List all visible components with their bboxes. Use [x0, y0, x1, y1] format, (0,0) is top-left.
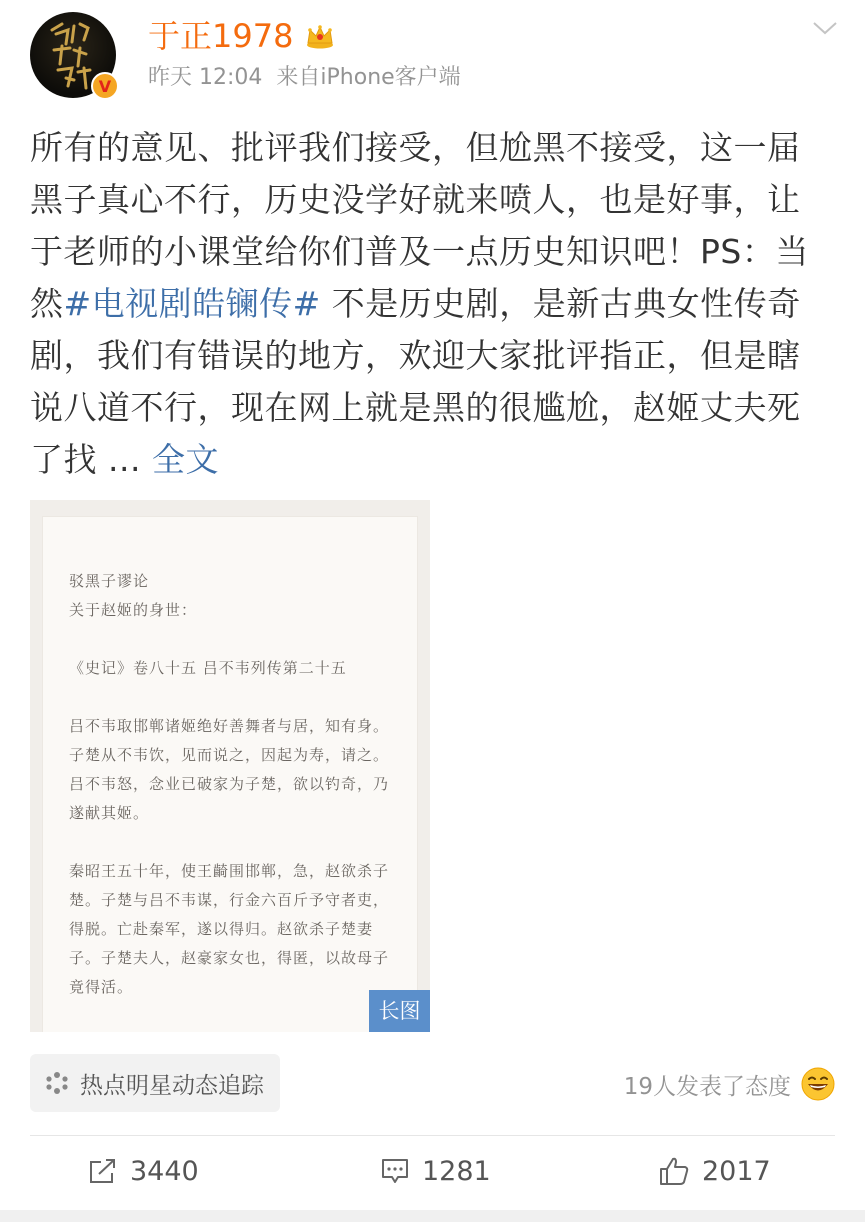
thumbs-up-icon	[658, 1156, 690, 1186]
long-image-paragraph: 吕不韦取邯郸诸姬绝好善舞者与居，知有身。子楚从不韦饮，见而说之，因起为寿，请之。吕不韦怒，念业已破家为子楚，欲以钓奇，乃遂献其姬。	[69, 717, 390, 822]
author-name[interactable]: 于正1978	[148, 17, 294, 55]
crown-icon[interactable]	[305, 23, 335, 49]
repost-button[interactable]	[88, 1140, 199, 1202]
divider	[30, 1135, 835, 1136]
repost-count: 3440	[130, 1155, 199, 1187]
comment-count: 1281	[422, 1155, 491, 1187]
action-bar	[0, 1140, 865, 1202]
attitude-count: 19人发表了态度	[623, 1073, 791, 1100]
long-image-badge: 长图	[369, 990, 430, 1032]
topic-chip[interactable]	[30, 1054, 280, 1112]
post-text-part1: 所有的意见、批评我们接受，但尬黑不接受，这一届黑子真心不行，历史没学好就来喷人，也是好事，让于老师的小课堂给你们普及一点历史知识吧！PS：当然	[30, 128, 809, 323]
laughing-emoji-icon	[801, 1067, 835, 1101]
verified-badge-icon: V	[91, 72, 119, 100]
post-long-image[interactable]	[30, 500, 430, 1032]
post-text-part2: 不是历史剧，是新古典女性传奇剧，我们有错误的地方，欢迎大家批评指正，但是瞎说八道不行，现在网上就是黑的很尴尬，赵姬丈夫死了找 ...	[30, 284, 801, 479]
post-meta	[148, 62, 461, 94]
post-source[interactable]: 来自iPhone客户端	[276, 65, 461, 90]
long-image-citation: 《史记》卷八十五 吕不韦列传第二十五	[69, 659, 347, 677]
post-time: 昨天 12:04	[148, 65, 263, 90]
like-count: 2017	[702, 1155, 771, 1187]
hashtag-link[interactable]: #电视剧皓镧传#	[63, 284, 321, 323]
read-more-link[interactable]: 全文	[151, 440, 219, 479]
repost-icon	[88, 1157, 118, 1185]
post-text	[30, 122, 830, 486]
chevron-down-icon[interactable]	[812, 18, 838, 38]
long-image-paragraph	[69, 1031, 399, 1032]
like-button[interactable]	[658, 1140, 771, 1202]
topic-label: 热点明星动态追踪	[80, 1072, 264, 1099]
long-image-heading: 驳黑子谬论 关于赵姬的身世：	[69, 572, 198, 619]
long-image-paragraph: 秦昭王五十年，使王齮围邯郸，急，赵欲杀子楚。子楚与吕不韦谋，行金六百斤予守者吏，得脱。亡赴秦军，遂以得归。赵欲杀子楚妻子。子楚夫人，赵豪家女也，得匿，以故母子竟得活。	[69, 862, 390, 996]
long-image-document	[42, 516, 418, 1032]
post-header	[0, 0, 865, 110]
topic-icon	[44, 1070, 70, 1096]
comment-icon	[380, 1157, 410, 1185]
attitude-summary[interactable]	[624, 1064, 835, 1104]
feed-separator	[0, 1210, 865, 1222]
comment-button[interactable]	[380, 1140, 491, 1202]
